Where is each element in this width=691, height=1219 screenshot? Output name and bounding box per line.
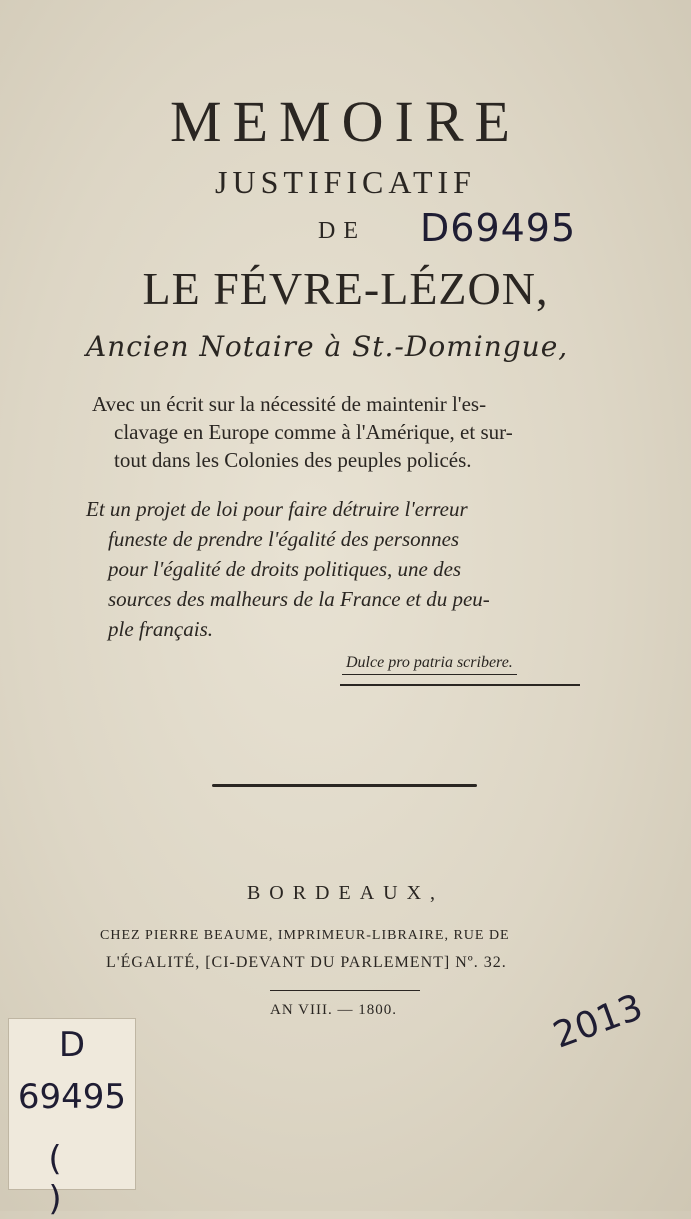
paragraph-line: Avec un écrit sur la nécessité de maintenir l'es- (92, 392, 487, 416)
imprint-address: L'ÉGALITÉ, [CI-DEVANT DU PARLEMENT] Nº. 32. (106, 954, 507, 971)
title-de: DE (318, 218, 366, 244)
label-parentheses: ( ) (48, 1139, 96, 1219)
library-label (8, 1018, 136, 1219)
imprint-rule (270, 990, 420, 991)
handwritten-number: 2013 (548, 986, 649, 1057)
label-number: 69495 (17, 1077, 127, 1117)
title-justificatif: JUSTIFICATIF (215, 164, 476, 200)
paragraph-line: Et un projet de loi pour faire détruire l'erreur (86, 497, 468, 521)
ornamental-divider (212, 784, 477, 787)
author-name: LE FÉVRE-LÉZON, (142, 263, 549, 314)
paragraph-line: funeste de prendre l'égalité des personnes (108, 527, 460, 551)
paragraph-line: sources des malheurs de la France et du peu- (108, 587, 490, 611)
author-subtitle: Ancien Notaire à St.-Domingue, (86, 330, 569, 363)
imprint-city: BORDEAUX, (246, 882, 445, 904)
handwritten-shelfmark: D69495 (420, 206, 577, 250)
paragraph-line: pour l'égalité de droits politiques, une des (108, 557, 462, 581)
paragraph-line: clavage en Europe comme à l'Amérique, et sur- (114, 420, 513, 444)
motto-rule (340, 684, 580, 686)
paragraph-line: tout dans les Colonies des peuples policés. (114, 448, 472, 472)
title-memoire: MEMOIRE (170, 89, 521, 154)
paragraph-slavery (86, 390, 606, 474)
paragraph-line: ple français. (108, 617, 213, 641)
imprint-printer: CHEZ PIERRE BEAUME, IMPRIMEUR-LIBRAIRE, RUE DE (100, 928, 510, 943)
imprint-date: AN VIII. — 1800. (270, 1002, 397, 1018)
label-letter: D (58, 1025, 86, 1065)
motto: Dulce pro patria scribere. (342, 652, 517, 675)
paragraph-law-project (86, 494, 606, 644)
